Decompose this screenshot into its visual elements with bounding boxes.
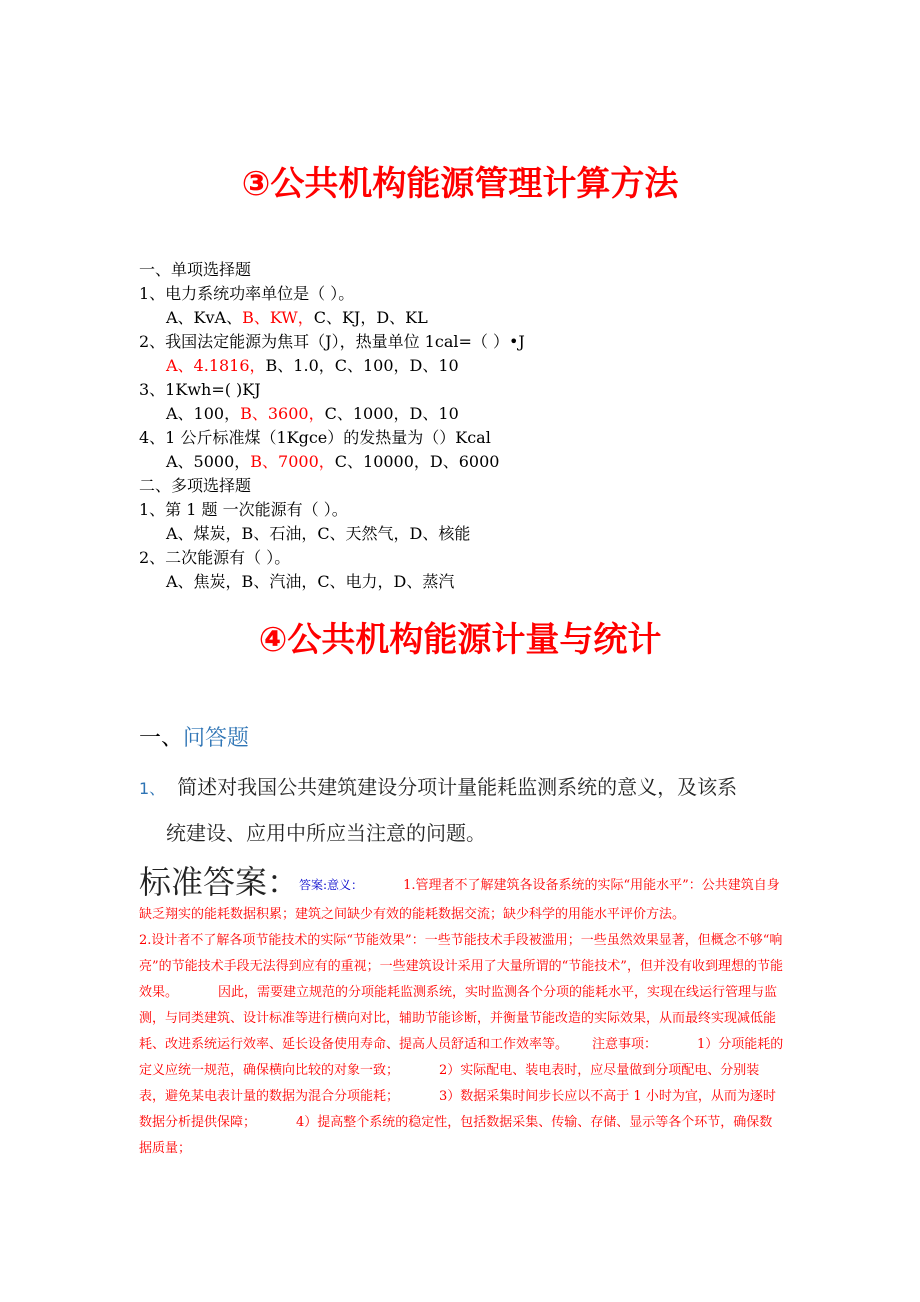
option-a: A、KvA、 <box>166 308 243 327</box>
answer-paragraph-1: 1.管理者不了解建筑各设备系统的实际“用能水平”：公共建筑自身缺乏翔实的能耗数据积累；建筑之间缺少有效的能耗数据交流；缺少科学的用能水平评价方法。 <box>139 878 780 922</box>
single-choice-heading: 一、单项选择题 <box>139 260 252 279</box>
answer-note-3: 3）数据采集时间步长应以不高于 1 小时为宜，从而为逐时数据分析提供保障； <box>139 1089 776 1130</box>
question-1-options <box>166 306 428 330</box>
qa-heading <box>139 724 249 754</box>
answer-label: 标准答案： <box>139 863 300 901</box>
question-1: 1、电力系统功率单位是（ ）。 <box>139 284 355 303</box>
option-a-correct: A、4.1816， <box>166 356 266 375</box>
qa-question-line-2: 统建设、应用中所应当注意的问题。 <box>166 821 486 845</box>
qa-question-1 <box>139 772 799 804</box>
option-a: A、100， <box>166 404 241 423</box>
question-2: 2、我国法定能源为焦耳（J），热量单位 1cal=（ ）•J <box>139 332 525 351</box>
qa-heading-prefix: 一、 <box>139 726 184 751</box>
answer-note-2: 2）实际配电、装电表时，应尽量做到分项配电、分别装表，避免某电表计量的数据为混合分项能耗； <box>139 1063 760 1104</box>
option-a: A、5000， <box>166 452 251 471</box>
question-3: 3、1Kwh=( )KJ <box>139 380 261 399</box>
options-rest: C、1000，D、10 <box>324 404 459 423</box>
option-b-correct: B、3600， <box>240 404 325 423</box>
options-rest: B、1.0，C、100，D、10 <box>265 356 459 375</box>
section-title-3: ③公共机构能源管理计算方法 <box>241 164 679 204</box>
answer-note-4: 4）提高整个系统的稳定性，包括数据采集、传输、存储、显示等各个环节，确保数据质量； <box>139 1115 773 1156</box>
qa-heading-label: 问答题 <box>183 726 250 751</box>
option-b-correct: B、KW， <box>242 308 314 327</box>
question-2-options <box>166 354 459 378</box>
question-3-options <box>166 402 459 426</box>
multi-question-1-answer: A、煤炭，B、石油，C、天然气，D、核能 <box>166 524 471 543</box>
multi-choice-heading: 二、多项选择题 <box>139 476 252 495</box>
answer-paragraph-2: 2.设计者不了解各项节能技术的实际“节能效果”：一些节能技术手段被滥用；一些虽然效果显著，但概念不够“响亮”的节能技术手段无法得到应有的重视；一些建筑设计采用了大量所谓的“节能技术”，但并没有收到理想的节能效果。 <box>139 933 783 1000</box>
standard-answer <box>139 862 784 1162</box>
question-4-options <box>166 450 499 474</box>
options-rest: C、KJ，D、KL <box>313 308 428 327</box>
qa-question-line-1: 简述对我国公共建筑建设分项计量能耗监测系统的意义，及该系 <box>177 775 738 799</box>
qa-question-number: 1、 <box>139 779 166 798</box>
multi-question-2: 2、二次能源有（ ）。 <box>139 548 291 567</box>
answer-sublabel: 答案:意义： <box>299 878 364 892</box>
multi-question-2-answer: A、焦炭，B、汽油，C、电力，D、蒸汽 <box>166 572 455 591</box>
answer-note-label: 注意事项： <box>592 1037 658 1052</box>
option-b-correct: B、7000， <box>250 452 335 471</box>
multi-question-1: 1、第 1 题 一次能源有（ ）。 <box>139 500 348 519</box>
answer-paragraph-3: 因此，需要建立规范的分项能耗监测系统，实时监测各个分项的能耗水平，实现在线运行管理与监测，与同类建筑、设计标准等进行横向对比，辅助节能诊断，并衡量节能改造的实际效果，从而最终实现减低能耗、改进系统运行效率、延长设备使用寿命、提高人员舒适和工作效率等。 <box>139 985 778 1052</box>
answer-note-1: 1）分项能耗的定义应统一规范，确保横向比较的对象一致； <box>139 1037 784 1078</box>
options-rest: C、10000，D、6000 <box>334 452 500 471</box>
question-4: 4、1 公斤标准煤（1Kgce）的发热量为（）Kcal <box>139 428 491 447</box>
section-title-4: ④公共机构能源计量与统计 <box>258 620 662 660</box>
